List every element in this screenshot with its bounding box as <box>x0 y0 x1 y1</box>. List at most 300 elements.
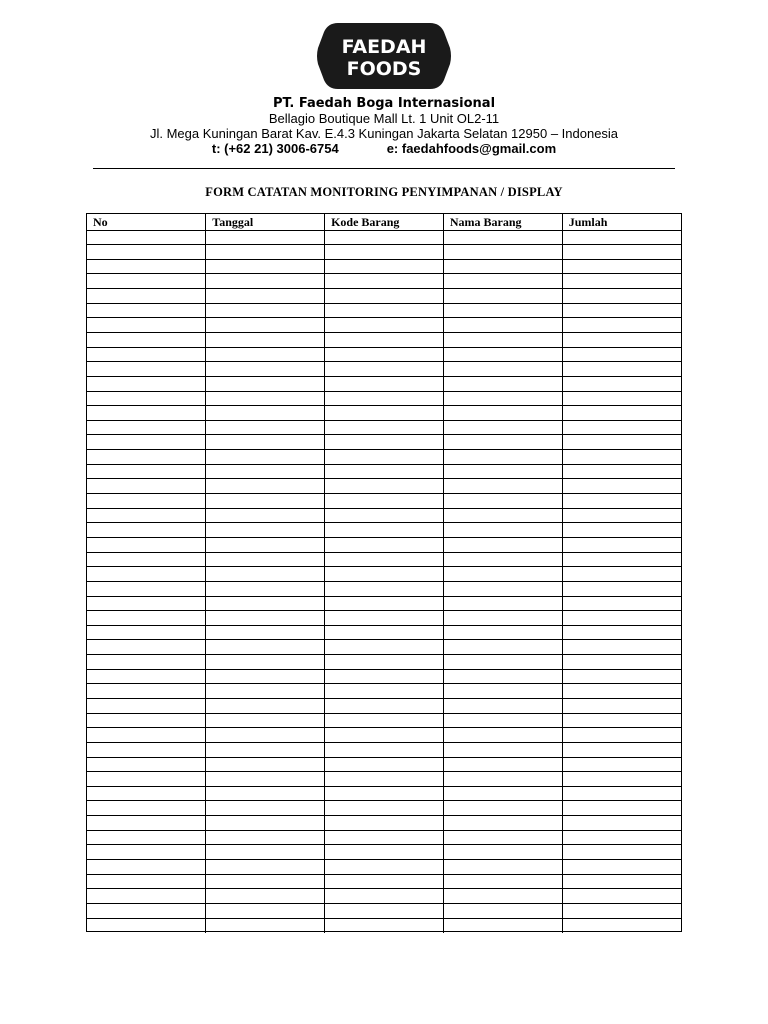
table-row <box>87 274 681 289</box>
table-cell[interactable] <box>325 699 444 714</box>
table-cell[interactable] <box>443 816 562 831</box>
table-cell[interactable] <box>325 391 444 406</box>
table-cell[interactable] <box>87 332 206 347</box>
table-cell[interactable] <box>206 713 325 728</box>
table-cell[interactable] <box>325 230 444 245</box>
table-cell[interactable] <box>443 845 562 860</box>
table-row <box>87 816 681 831</box>
table-cell[interactable] <box>325 245 444 260</box>
table-cell[interactable] <box>443 289 562 304</box>
table-cell[interactable] <box>87 816 206 831</box>
table-cell[interactable] <box>87 640 206 655</box>
table-cell[interactable] <box>206 669 325 684</box>
table-row <box>87 874 681 889</box>
table-cell[interactable] <box>443 830 562 845</box>
table-cell[interactable] <box>443 669 562 684</box>
table-cell[interactable] <box>562 318 681 333</box>
table-cell[interactable] <box>87 464 206 479</box>
table-cell[interactable] <box>562 918 681 933</box>
table-cell[interactable] <box>325 494 444 509</box>
table-cell[interactable] <box>562 669 681 684</box>
table-cell[interactable] <box>87 259 206 274</box>
table-row <box>87 230 681 245</box>
table-cell[interactable] <box>206 303 325 318</box>
col-header-tanggal: Tanggal <box>206 214 325 230</box>
table-cell[interactable] <box>562 845 681 860</box>
table-row <box>87 450 681 465</box>
table-cell[interactable] <box>325 640 444 655</box>
table-cell[interactable] <box>562 303 681 318</box>
table-cell[interactable] <box>443 464 562 479</box>
table-cell[interactable] <box>325 713 444 728</box>
table-row <box>87 801 681 816</box>
table-cell[interactable] <box>87 655 206 670</box>
logo-shape <box>316 20 452 92</box>
address-line-2: Jl. Mega Kuningan Barat Kav. E.4.3 Kuningan Jakarta Selatan 12950 – Indonesia <box>149 126 619 141</box>
table-cell[interactable] <box>206 347 325 362</box>
table-cell[interactable] <box>325 259 444 274</box>
table-cell[interactable] <box>325 655 444 670</box>
table-cell[interactable] <box>562 245 681 260</box>
table-cell[interactable] <box>325 318 444 333</box>
table-row <box>87 742 681 757</box>
table-cell[interactable] <box>87 420 206 435</box>
table-cell[interactable] <box>87 450 206 465</box>
table-cell[interactable] <box>206 435 325 450</box>
table-cell[interactable] <box>325 332 444 347</box>
table-cell[interactable] <box>562 713 681 728</box>
table-cell[interactable] <box>206 845 325 860</box>
table-cell[interactable] <box>87 625 206 640</box>
table-cell[interactable] <box>206 464 325 479</box>
table-row <box>87 494 681 509</box>
logo-line-2: FOODS <box>346 58 422 80</box>
logo-line-1: FAEDAH <box>341 36 427 58</box>
table-cell[interactable] <box>206 318 325 333</box>
table-cell[interactable] <box>562 772 681 787</box>
table-row <box>87 347 681 362</box>
table-cell[interactable] <box>206 611 325 626</box>
table-cell[interactable] <box>206 830 325 845</box>
table-cell[interactable] <box>562 655 681 670</box>
table-cell[interactable] <box>206 816 325 831</box>
table-cell[interactable] <box>325 581 444 596</box>
table-cell[interactable] <box>325 918 444 933</box>
table-cell[interactable] <box>325 786 444 801</box>
table-cell[interactable] <box>325 889 444 904</box>
table-cell[interactable] <box>325 801 444 816</box>
table-cell[interactable] <box>87 860 206 875</box>
table-cell[interactable] <box>325 450 444 465</box>
table-cell[interactable] <box>87 435 206 450</box>
table-cell[interactable] <box>443 567 562 582</box>
table-cell[interactable] <box>562 376 681 391</box>
table-row <box>87 757 681 772</box>
table-cell[interactable] <box>325 830 444 845</box>
table-row <box>87 918 681 933</box>
table-row <box>87 362 681 377</box>
table-cell[interactable] <box>562 406 681 421</box>
monitoring-table <box>86 213 682 932</box>
table-cell[interactable] <box>443 699 562 714</box>
table-cell[interactable] <box>325 625 444 640</box>
table-cell[interactable] <box>443 918 562 933</box>
table-cell[interactable] <box>206 640 325 655</box>
table-cell[interactable] <box>562 347 681 362</box>
table-cell[interactable] <box>562 479 681 494</box>
table-cell[interactable] <box>325 728 444 743</box>
table-cell[interactable] <box>206 757 325 772</box>
table-row <box>87 259 681 274</box>
table-cell[interactable] <box>206 406 325 421</box>
table-cell[interactable] <box>325 611 444 626</box>
table-cell[interactable] <box>206 772 325 787</box>
table-cell[interactable] <box>562 757 681 772</box>
table-row <box>87 845 681 860</box>
table-row <box>87 406 681 421</box>
table-cell[interactable] <box>443 391 562 406</box>
company-name: PT. Faedah Boga Internasional <box>272 96 496 111</box>
table-cell[interactable] <box>206 450 325 465</box>
table-cell[interactable] <box>206 376 325 391</box>
table-row <box>87 903 681 918</box>
table-cell[interactable] <box>325 874 444 889</box>
company-logo <box>316 20 452 92</box>
table-cell[interactable] <box>443 435 562 450</box>
table-cell[interactable] <box>206 259 325 274</box>
col-header-no: No <box>87 214 206 230</box>
table-cell[interactable] <box>443 537 562 552</box>
table-cell[interactable] <box>206 523 325 538</box>
table-cell[interactable] <box>562 801 681 816</box>
letterhead <box>0 96 768 156</box>
table-cell[interactable] <box>206 567 325 582</box>
table-cell[interactable] <box>206 860 325 875</box>
table-cell[interactable] <box>206 699 325 714</box>
table-row <box>87 479 681 494</box>
table-cell[interactable] <box>206 494 325 509</box>
table-cell[interactable] <box>562 699 681 714</box>
phone-number: t: (+62 21) 3006-6754 <box>211 141 339 156</box>
table-cell[interactable] <box>206 786 325 801</box>
table-row <box>87 611 681 626</box>
table-cell[interactable] <box>325 464 444 479</box>
table-cell[interactable] <box>87 230 206 245</box>
table-cell[interactable] <box>325 376 444 391</box>
table-cell[interactable] <box>206 889 325 904</box>
table-cell[interactable] <box>443 903 562 918</box>
table-cell[interactable] <box>206 245 325 260</box>
email-address: e: faedahfoods@gmail.com <box>386 141 557 156</box>
table-cell[interactable] <box>87 581 206 596</box>
table-row <box>87 435 681 450</box>
table-cell[interactable] <box>206 684 325 699</box>
table-cell[interactable] <box>562 552 681 567</box>
table-cell[interactable] <box>562 450 681 465</box>
table-cell[interactable] <box>443 640 562 655</box>
table-cell[interactable] <box>443 420 562 435</box>
table-cell[interactable] <box>325 860 444 875</box>
table-cell[interactable] <box>206 391 325 406</box>
table-cell[interactable] <box>325 816 444 831</box>
table-cell[interactable] <box>562 435 681 450</box>
table-cell[interactable] <box>443 655 562 670</box>
table-cell[interactable] <box>562 391 681 406</box>
table-cell[interactable] <box>443 494 562 509</box>
table-cell[interactable] <box>206 903 325 918</box>
table-cell[interactable] <box>443 230 562 245</box>
table-row <box>87 669 681 684</box>
col-header-nama-barang: Nama Barang <box>443 214 562 230</box>
table-cell[interactable] <box>443 332 562 347</box>
table-cell[interactable] <box>206 581 325 596</box>
table-cell[interactable] <box>206 801 325 816</box>
table-cell[interactable] <box>562 640 681 655</box>
table-cell[interactable] <box>562 567 681 582</box>
table-cell[interactable] <box>325 567 444 582</box>
table-row <box>87 552 681 567</box>
table-cell[interactable] <box>443 860 562 875</box>
table-cell[interactable] <box>562 786 681 801</box>
table-cell[interactable] <box>562 625 681 640</box>
table-cell[interactable] <box>325 903 444 918</box>
table-cell[interactable] <box>325 362 444 377</box>
table-cell[interactable] <box>325 684 444 699</box>
table-cell[interactable] <box>562 728 681 743</box>
table-cell[interactable] <box>325 757 444 772</box>
table-cell[interactable] <box>443 611 562 626</box>
table-cell[interactable] <box>443 684 562 699</box>
table-cell[interactable] <box>562 874 681 889</box>
table-cell[interactable] <box>206 289 325 304</box>
table-cell[interactable] <box>87 508 206 523</box>
table-cell[interactable] <box>87 713 206 728</box>
table-cell[interactable] <box>325 537 444 552</box>
table-cell[interactable] <box>87 669 206 684</box>
table-cell[interactable] <box>325 420 444 435</box>
table-cell[interactable] <box>443 479 562 494</box>
table-cell[interactable] <box>443 596 562 611</box>
table-cell[interactable] <box>443 245 562 260</box>
table-cell[interactable] <box>562 494 681 509</box>
contact-line <box>0 141 768 156</box>
table-cell[interactable] <box>443 318 562 333</box>
table-cell[interactable] <box>87 757 206 772</box>
table-cell[interactable] <box>87 611 206 626</box>
table-cell[interactable] <box>562 596 681 611</box>
table-cell[interactable] <box>325 303 444 318</box>
table-row <box>87 860 681 875</box>
table-cell[interactable] <box>206 918 325 933</box>
table-cell[interactable] <box>87 362 206 377</box>
table-cell[interactable] <box>443 376 562 391</box>
table-cell[interactable] <box>325 406 444 421</box>
table-row <box>87 567 681 582</box>
table-cell[interactable] <box>443 728 562 743</box>
table-cell[interactable] <box>443 874 562 889</box>
table-cell[interactable] <box>443 757 562 772</box>
table-cell[interactable] <box>443 742 562 757</box>
table-cell[interactable] <box>443 274 562 289</box>
table-row <box>87 625 681 640</box>
table-cell[interactable] <box>443 450 562 465</box>
table-cell[interactable] <box>87 918 206 933</box>
table-cell[interactable] <box>562 464 681 479</box>
table-cell[interactable] <box>562 230 681 245</box>
table-cell[interactable] <box>562 523 681 538</box>
table-cell[interactable] <box>87 684 206 699</box>
table-cell[interactable] <box>443 772 562 787</box>
table-cell[interactable] <box>87 523 206 538</box>
table-cell[interactable] <box>87 376 206 391</box>
table-row <box>87 376 681 391</box>
table-cell[interactable] <box>87 742 206 757</box>
table-cell[interactable] <box>87 786 206 801</box>
table-row <box>87 640 681 655</box>
table-cell[interactable] <box>443 786 562 801</box>
table-cell[interactable] <box>325 523 444 538</box>
table-cell[interactable] <box>562 903 681 918</box>
table-cell[interactable] <box>325 274 444 289</box>
table-row <box>87 830 681 845</box>
table-cell[interactable] <box>443 347 562 362</box>
table-cell[interactable] <box>206 274 325 289</box>
table-row <box>87 772 681 787</box>
table-cell[interactable] <box>87 479 206 494</box>
table-cell[interactable] <box>87 699 206 714</box>
table-cell[interactable] <box>206 362 325 377</box>
table-cell[interactable] <box>562 508 681 523</box>
table-cell[interactable] <box>443 889 562 904</box>
table-cell[interactable] <box>206 332 325 347</box>
table-row <box>87 596 681 611</box>
table-cell[interactable] <box>325 845 444 860</box>
table-cell[interactable] <box>562 816 681 831</box>
table-cell[interactable] <box>562 684 681 699</box>
table-cell[interactable] <box>443 713 562 728</box>
table-cell[interactable] <box>206 479 325 494</box>
table-cell[interactable] <box>206 742 325 757</box>
table-cell[interactable] <box>443 362 562 377</box>
table-cell[interactable] <box>562 420 681 435</box>
table-row <box>87 391 681 406</box>
table-cell[interactable] <box>443 625 562 640</box>
form-title: FORM CATATAN MONITORING PENYIMPANAN / DISPLAY <box>205 185 563 199</box>
table-cell[interactable] <box>562 332 681 347</box>
table-cell[interactable] <box>562 289 681 304</box>
table-cell[interactable] <box>206 552 325 567</box>
table-cell[interactable] <box>562 830 681 845</box>
table-cell[interactable] <box>443 801 562 816</box>
table-cell[interactable] <box>562 889 681 904</box>
table-cell[interactable] <box>206 420 325 435</box>
table-row <box>87 245 681 260</box>
table-cell[interactable] <box>87 303 206 318</box>
table-cell[interactable] <box>562 611 681 626</box>
table-row <box>87 523 681 538</box>
table-cell[interactable] <box>206 508 325 523</box>
table-cell[interactable] <box>443 552 562 567</box>
table-cell[interactable] <box>443 303 562 318</box>
table-cell[interactable] <box>87 728 206 743</box>
table-cell[interactable] <box>325 669 444 684</box>
table-cell[interactable] <box>325 347 444 362</box>
table-cell[interactable] <box>87 406 206 421</box>
table-cell[interactable] <box>206 728 325 743</box>
table-row <box>87 728 681 743</box>
table-cell[interactable] <box>443 581 562 596</box>
table-cell[interactable] <box>443 523 562 538</box>
table-cell[interactable] <box>206 230 325 245</box>
table-cell[interactable] <box>87 772 206 787</box>
table-cell[interactable] <box>562 259 681 274</box>
table-cell[interactable] <box>206 537 325 552</box>
table-body <box>87 230 681 933</box>
table-cell[interactable] <box>206 655 325 670</box>
table-cell[interactable] <box>87 537 206 552</box>
table-cell[interactable] <box>325 552 444 567</box>
table-cell[interactable] <box>87 801 206 816</box>
table-cell[interactable] <box>443 406 562 421</box>
table-row <box>87 289 681 304</box>
table-cell[interactable] <box>87 596 206 611</box>
table-cell[interactable] <box>325 289 444 304</box>
table-cell[interactable] <box>562 742 681 757</box>
table-cell[interactable] <box>87 567 206 582</box>
table-cell[interactable] <box>443 259 562 274</box>
table-cell[interactable] <box>206 625 325 640</box>
table-cell[interactable] <box>87 289 206 304</box>
table-cell[interactable] <box>87 347 206 362</box>
table-row <box>87 889 681 904</box>
table-cell[interactable] <box>206 874 325 889</box>
table-cell[interactable] <box>325 596 444 611</box>
table-cell[interactable] <box>206 596 325 611</box>
table-cell[interactable] <box>325 435 444 450</box>
table-cell[interactable] <box>562 537 681 552</box>
table-cell[interactable] <box>87 552 206 567</box>
table-row <box>87 303 681 318</box>
table-cell[interactable] <box>87 245 206 260</box>
table-cell[interactable] <box>562 274 681 289</box>
table-cell[interactable] <box>87 274 206 289</box>
table-cell[interactable] <box>443 508 562 523</box>
table-cell[interactable] <box>87 889 206 904</box>
table-cell[interactable] <box>325 479 444 494</box>
table-cell[interactable] <box>87 494 206 509</box>
table-row <box>87 786 681 801</box>
table-cell[interactable] <box>325 508 444 523</box>
table-cell[interactable] <box>87 903 206 918</box>
table-cell[interactable] <box>562 860 681 875</box>
header-divider <box>93 168 675 169</box>
table-cell[interactable] <box>87 874 206 889</box>
table-cell[interactable] <box>562 362 681 377</box>
table-cell[interactable] <box>87 830 206 845</box>
table-header-row <box>87 214 681 230</box>
table-row <box>87 332 681 347</box>
table-row <box>87 420 681 435</box>
table-row <box>87 655 681 670</box>
table-cell[interactable] <box>87 845 206 860</box>
table-cell[interactable] <box>87 391 206 406</box>
table-cell[interactable] <box>325 772 444 787</box>
col-header-kode-barang: Kode Barang <box>325 214 444 230</box>
table-cell[interactable] <box>562 581 681 596</box>
table-cell[interactable] <box>325 742 444 757</box>
table-cell[interactable] <box>87 318 206 333</box>
table-row <box>87 464 681 479</box>
